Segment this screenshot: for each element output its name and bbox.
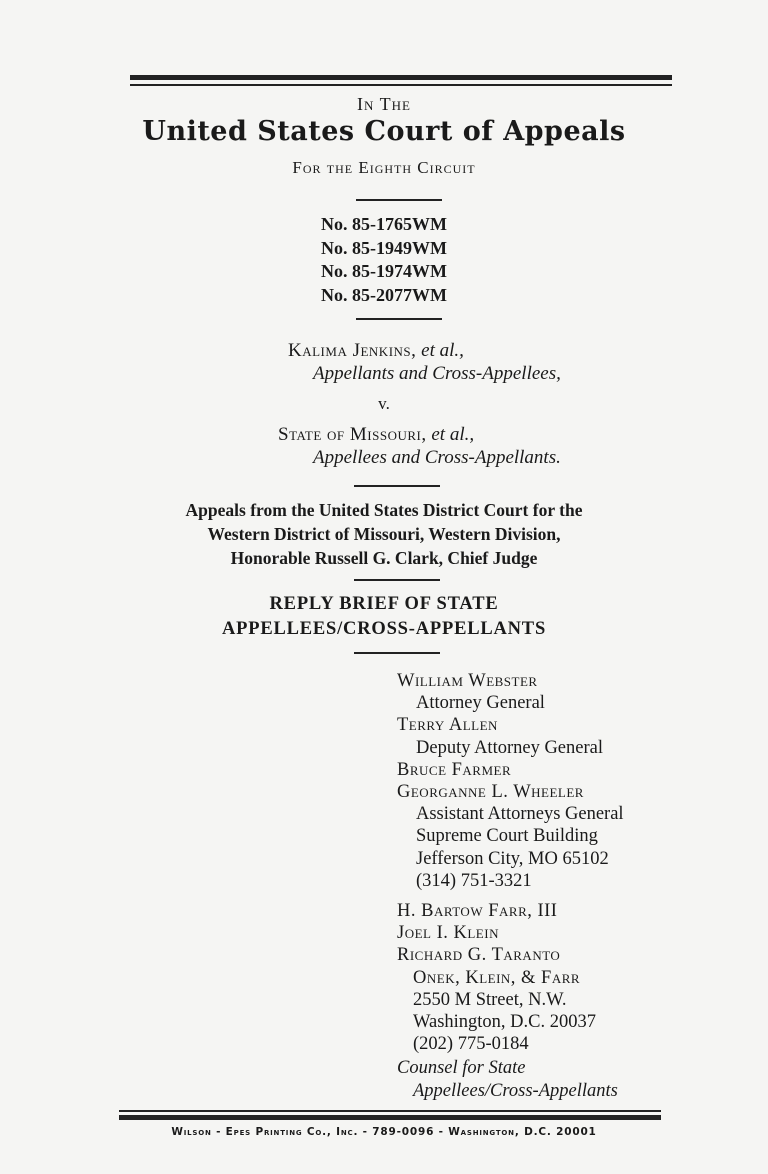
divider-1 [356, 199, 442, 201]
firm-address: Washington, D.C. 20037 [413, 1012, 596, 1033]
divider-2 [356, 318, 442, 320]
appeal-line: Western District of Missouri, Western Division, [207, 524, 561, 544]
brief-title-line: APPELLEES/CROSS-APPELLANTS [221, 619, 547, 639]
top-rule-thick [130, 75, 672, 80]
counsel-title: Deputy Attorney General [416, 737, 603, 758]
counsel-name: William Webster [397, 671, 538, 691]
counsel-for-party: Appellees/Cross-Appellants [413, 1080, 618, 1101]
appellees-block [278, 423, 561, 469]
appellee-etal: et al., [431, 424, 475, 445]
counsel-title: Assistant Attorneys General [416, 804, 624, 825]
docket-number: No. 85-1949WM [321, 237, 447, 258]
counsel-name: Bruce Farmer [397, 759, 512, 780]
law-firm: Onek, Klein, & Farr [413, 967, 581, 988]
firm-phone: (202) 775-0184 [413, 1034, 529, 1055]
counsel-for: Counsel for State [397, 1058, 526, 1079]
top-double-rule [130, 75, 672, 86]
appellants-block [288, 339, 561, 385]
appellee-role: Appellees and Cross-Appellants. [313, 447, 561, 468]
divider-5 [354, 652, 440, 654]
divider-3 [354, 485, 440, 487]
counsel-phone: (314) 751-3321 [416, 870, 532, 891]
printer-imprint: Wilson - Epes Printing Co., Inc. - 789-0096 - Washington, D.C. 20001 [171, 1126, 597, 1138]
versus: v. [378, 394, 390, 413]
top-rule-thin [130, 84, 672, 86]
appeal-line: Honorable Russell G. Clark, Chief Judge [230, 548, 538, 568]
docket-number: No. 85-1974WM [321, 261, 447, 281]
bottom-rule-thin [119, 1110, 661, 1112]
court-name: United States Court of Appeals [142, 116, 626, 147]
appellant-etal: et al., [421, 340, 464, 361]
docket-numbers [0, 213, 768, 307]
counsel-address: Jefferson City, MO 65102 [416, 848, 609, 869]
appeal-statement [0, 498, 768, 570]
counsel-title: Attorney General [416, 693, 545, 714]
appellant-name: Kalima Jenkins, [288, 340, 417, 361]
counsel-name: Terry Allen [397, 715, 498, 736]
brief-title [0, 592, 768, 642]
appellant-role: Appellants and Cross-Appellees, [313, 363, 561, 384]
counsel-name: Georganne L. Wheeler [397, 782, 584, 803]
bottom-rule-thick [119, 1115, 661, 1120]
counsel-name: Joel I. Klein [397, 923, 499, 944]
counsel-name: H. Bartow Farr, III [397, 901, 558, 922]
bottom-double-rule [119, 1110, 661, 1120]
appellee-name: State of Missouri, [278, 424, 427, 445]
counsel-address: Supreme Court Building [416, 826, 598, 847]
docket-number: No. 85-1765WM [321, 214, 447, 234]
firm-address: 2550 M Street, N.W. [413, 989, 567, 1010]
brief-title-line: REPLY BRIEF OF STATE [269, 594, 499, 614]
circuit-name: For the Eighth Circuit [292, 158, 476, 177]
counsel-block [397, 670, 757, 1102]
docket-number: No. 85-2077WM [321, 284, 447, 305]
appeal-line: Appeals from the United States District Court for the [185, 500, 583, 520]
in-the-heading: In The [357, 94, 411, 114]
divider-4 [354, 579, 440, 581]
counsel-name: Richard G. Taranto [397, 945, 561, 966]
